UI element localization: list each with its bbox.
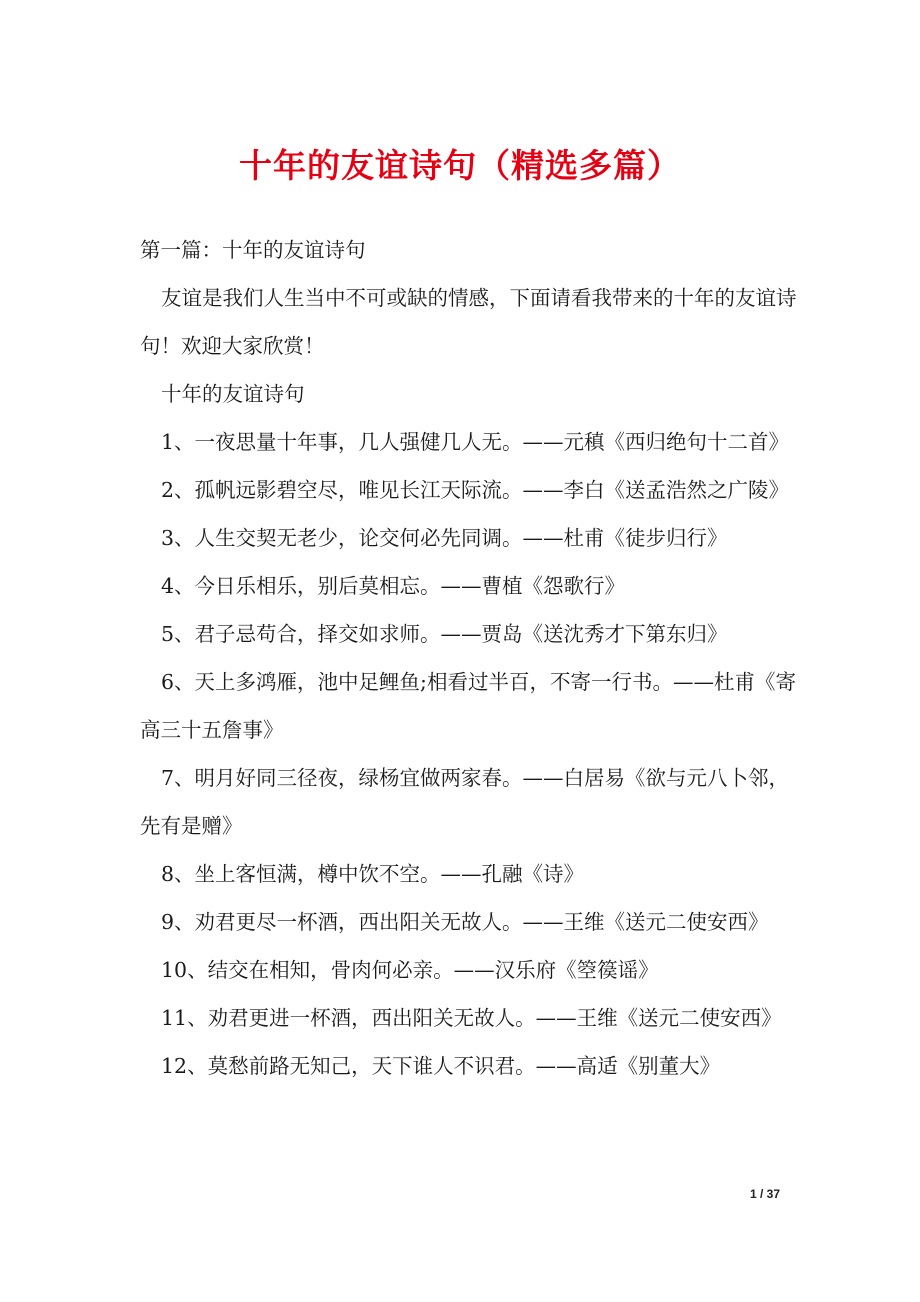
poem-line-6: 6、天上多鸿雁，池中足鲤鱼;相看过半百，不寄一行书。——杜甫《寄高三十五詹事》 [140,670,796,742]
poem-line-8: 8、坐上客恒满，樽中饮不空。——孔融《诗》 [161,862,585,886]
document-body [140,226,800,1090]
document-title: 十年的友谊诗句（精选多篇） [239,146,681,185]
poem-line-10: 10、结交在相知，骨肉何必亲。——汉乐府《箜篌谣》 [161,958,659,982]
poem-line-7: 7、明月好同三径夜，绿杨宜做两家春。——白居易《欲与元八卜邻，先有是赠》 [140,766,790,838]
poem-line-11: 11、劝君更进一杯酒，西出阳关无故人。——王维《送元二使安西》 [161,1006,782,1030]
section-heading: 第一篇：十年的友谊诗句 [140,238,366,262]
page-indicator: 1 / 37 [749,1187,780,1201]
poem-line-12: 12、莫愁前路无知己，天下谁人不识君。——高适《别董大》 [161,1054,721,1078]
intro-paragraph: 友谊是我们人生当中不可或缺的情感，下面请看我带来的十年的友谊诗句！欢迎大家欣赏！ [140,286,797,358]
poem-line-5: 5、君子忌苟合，择交如求师。——贾岛《送沈秀才下第东归》 [161,622,728,646]
poem-line-3: 3、人生交契无老少，论交何必先同调。——杜甫《徒步归行》 [161,526,728,550]
poem-line-9: 9、劝君更尽一杯酒，西出阳关无故人。——王维《送元二使安西》 [161,910,769,934]
subheading: 十年的友谊诗句 [161,382,305,406]
poem-line-1: 1、一夜思量十年事，几人强健几人无。——元稹《西归绝句十二首》 [161,430,790,454]
poem-line-4: 4、今日乐相乐，别后莫相忘。——曹植《怨歌行》 [161,574,626,598]
poem-line-2: 2、孤帆远影碧空尽，唯见长江天际流。——李白《送孟浩然之广陵》 [161,478,790,502]
